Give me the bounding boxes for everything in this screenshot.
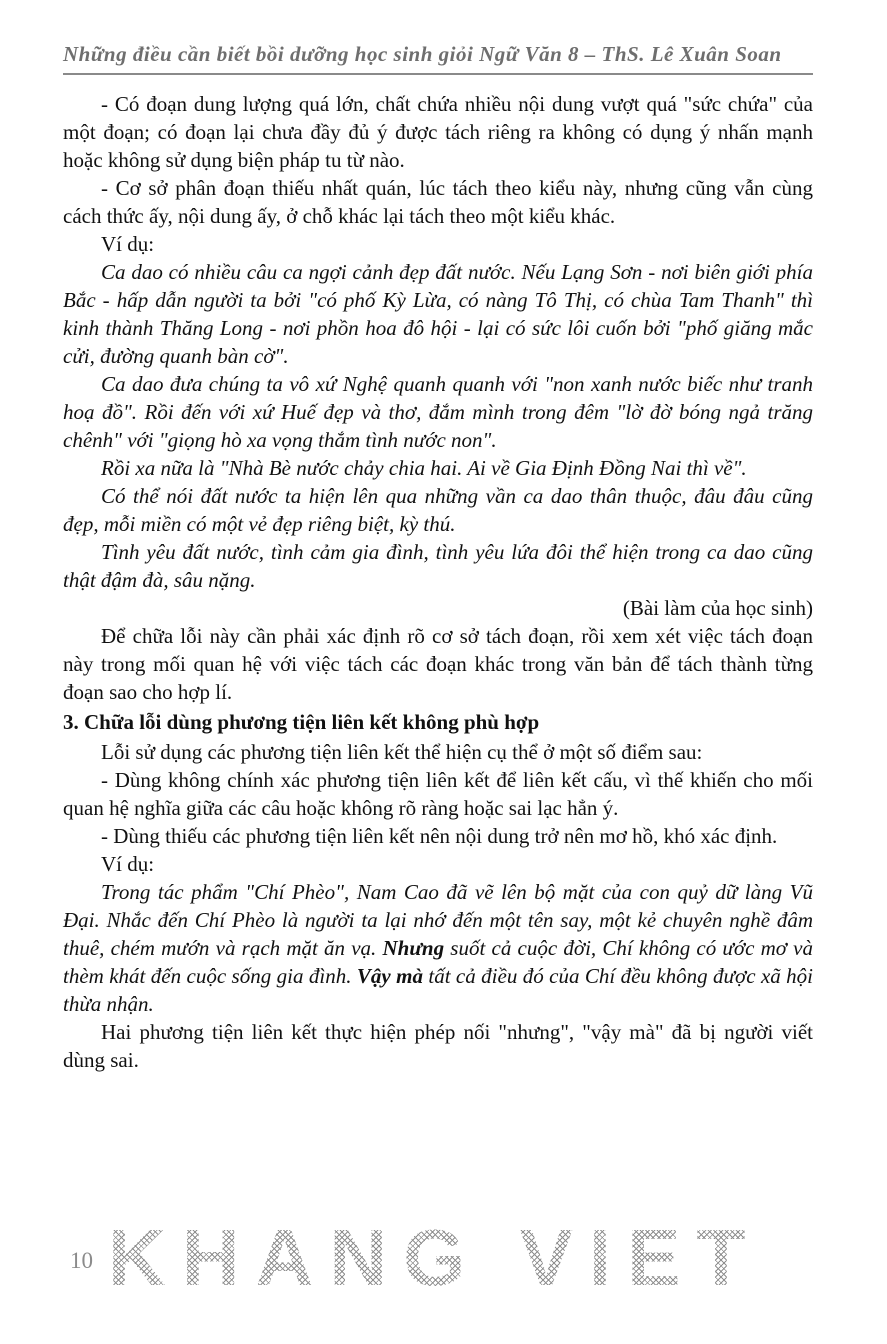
- paragraph-loi-su-dung: Lỗi sử dụng các phương tiện liên kết thể hiện cụ thể ở một số điểm sau:: [101, 740, 703, 764]
- example-label-2: Ví dụ:: [101, 852, 155, 876]
- quote-ca-dao-5: Tình yêu đất nước, tình cảm gia đình, tình yêu lứa đôi thể hiện trong ca dao cũng thật đậm đà, sâu nặng.: [63, 540, 813, 592]
- paragraph-dung-luong: - Có đoạn dung lượng quá lớn, chất chứa nhiều nội dung vượt quá "sức chứa" của một đoạn; có đoạn lại chưa đầy đủ ý được tách riêng ra không có dụng ý nhấn mạnh hoặc không sử dụng biện pháp tu từ nào.: [63, 92, 813, 172]
- paragraph-hai-phuong-tien: Hai phương tiện liên kết thực hiện phép nối "nhưng", "vậy mà" đã bị người viết dùng sai.: [63, 1020, 813, 1072]
- quote-ca-dao-1: Ca dao có nhiều câu ca ngợi cảnh đẹp đất nước. Nếu Lạng Sơn - nơi biên giới phía Bắc - hấp dẫn người ta bởi "có phố Kỳ Lừa, có nàng Tô Thị, có chùa Tam Thanh" thì kinh thành Thăng Long - nơi phồn hoa đô hội - lại có sức lôi cuốn bởi "phố giăng mắc cửi, đường quanh bàn cờ".: [63, 260, 813, 368]
- quote-chi-pheo-segment: suốt cả cuộc đời, Chí không có ước mơ và thèm khát đến cuộc sống gia đình.: [63, 936, 813, 988]
- paragraph-co-so: - Cơ sở phân đoạn thiếu nhất quán, lúc tách theo kiểu này, nhưng cũng vẫn cùng cách thức ấy, nội dung ấy, ở chỗ khác lại tách theo một kiểu khác.: [63, 176, 813, 228]
- quote-chi-pheo: [63, 878, 813, 1018]
- quote-ca-dao-2: Ca dao đưa chúng ta vô xứ Nghệ quanh quanh với "non xanh nước biếc như tranh hoạ đồ". Rồi đến với xứ Huế đẹp và thơ, đắm mình trong đêm "lờ đờ bóng ngả trăng chênh" với "giọng hò xa vọng thắm tình nước non".: [63, 372, 813, 452]
- paragraph-dung-khong-chinh-xac: - Dùng không chính xác phương tiện liên kết để liên kết cấu, vì thế khiến cho mối quan hệ nghĩa giữa các câu hoặc không rõ ràng hoặc sai lạc hẳn ý.: [63, 768, 813, 820]
- attribution: (Bài làm của học sinh): [622, 596, 813, 620]
- quote-ca-dao-4: Có thể nói đất nước ta hiện lên qua những vần ca dao thân thuộc, đâu đâu cũng đẹp, mỗi miền có một vẻ đẹp riêng biệt, kỳ thú.: [63, 484, 813, 536]
- example-label-1: Ví dụ:: [101, 232, 155, 256]
- paragraph-dung-thieu: - Dùng thiếu các phương tiện liên kết nên nội dung trở nên mơ hồ, khó xác định.: [101, 824, 778, 848]
- paragraph-de-chua: Để chữa lỗi này cần phải xác định rõ cơ sở tách đoạn, rồi xem xét việc tách đoạn này trong mối quan hệ với việc tách các đoạn khác trong văn bản để tách thành từng đoạn sao cho hợp lí.: [63, 624, 813, 704]
- section-heading-3: 3. Chữa lỗi dùng phương tiện liên kết không phù hợp: [63, 710, 540, 734]
- running-head: Những điều cần biết bồi dưỡng học sinh giỏi Ngữ Văn 8 – ThS. Lê Xuân Soan: [63, 42, 813, 75]
- quote-chi-pheo-segment: Trong tác phẩm "Chí Phèo", Nam Cao đã vẽ lên bộ mặt của con quỷ dữ làng Vũ Đại. Nhắc đến Chí Phèo là người ta lại nhớ đến một tên say, một kẻ chuyên nghề đâm thuê, chém mướn và rạch mặt ăn vạ.: [63, 880, 813, 960]
- quote-chi-pheo-segment: tất cả điều đó của Chí đều không được xã hội thừa nhận.: [63, 964, 813, 1016]
- publisher-watermark: KHANG VIET: [108, 1212, 808, 1304]
- quote-ca-dao-3: Rồi xa nữa là "Nhà Bè nước chảy chia hai. Ai về Gia Định Đồng Nai thì về".: [101, 456, 747, 480]
- quote-chi-pheo-connector-nhung: Nhưng: [382, 936, 445, 960]
- page-body: [63, 90, 813, 1074]
- page-number: 10: [70, 1248, 93, 1273]
- quote-chi-pheo-connector-vay-ma: Vậy mà: [356, 964, 423, 988]
